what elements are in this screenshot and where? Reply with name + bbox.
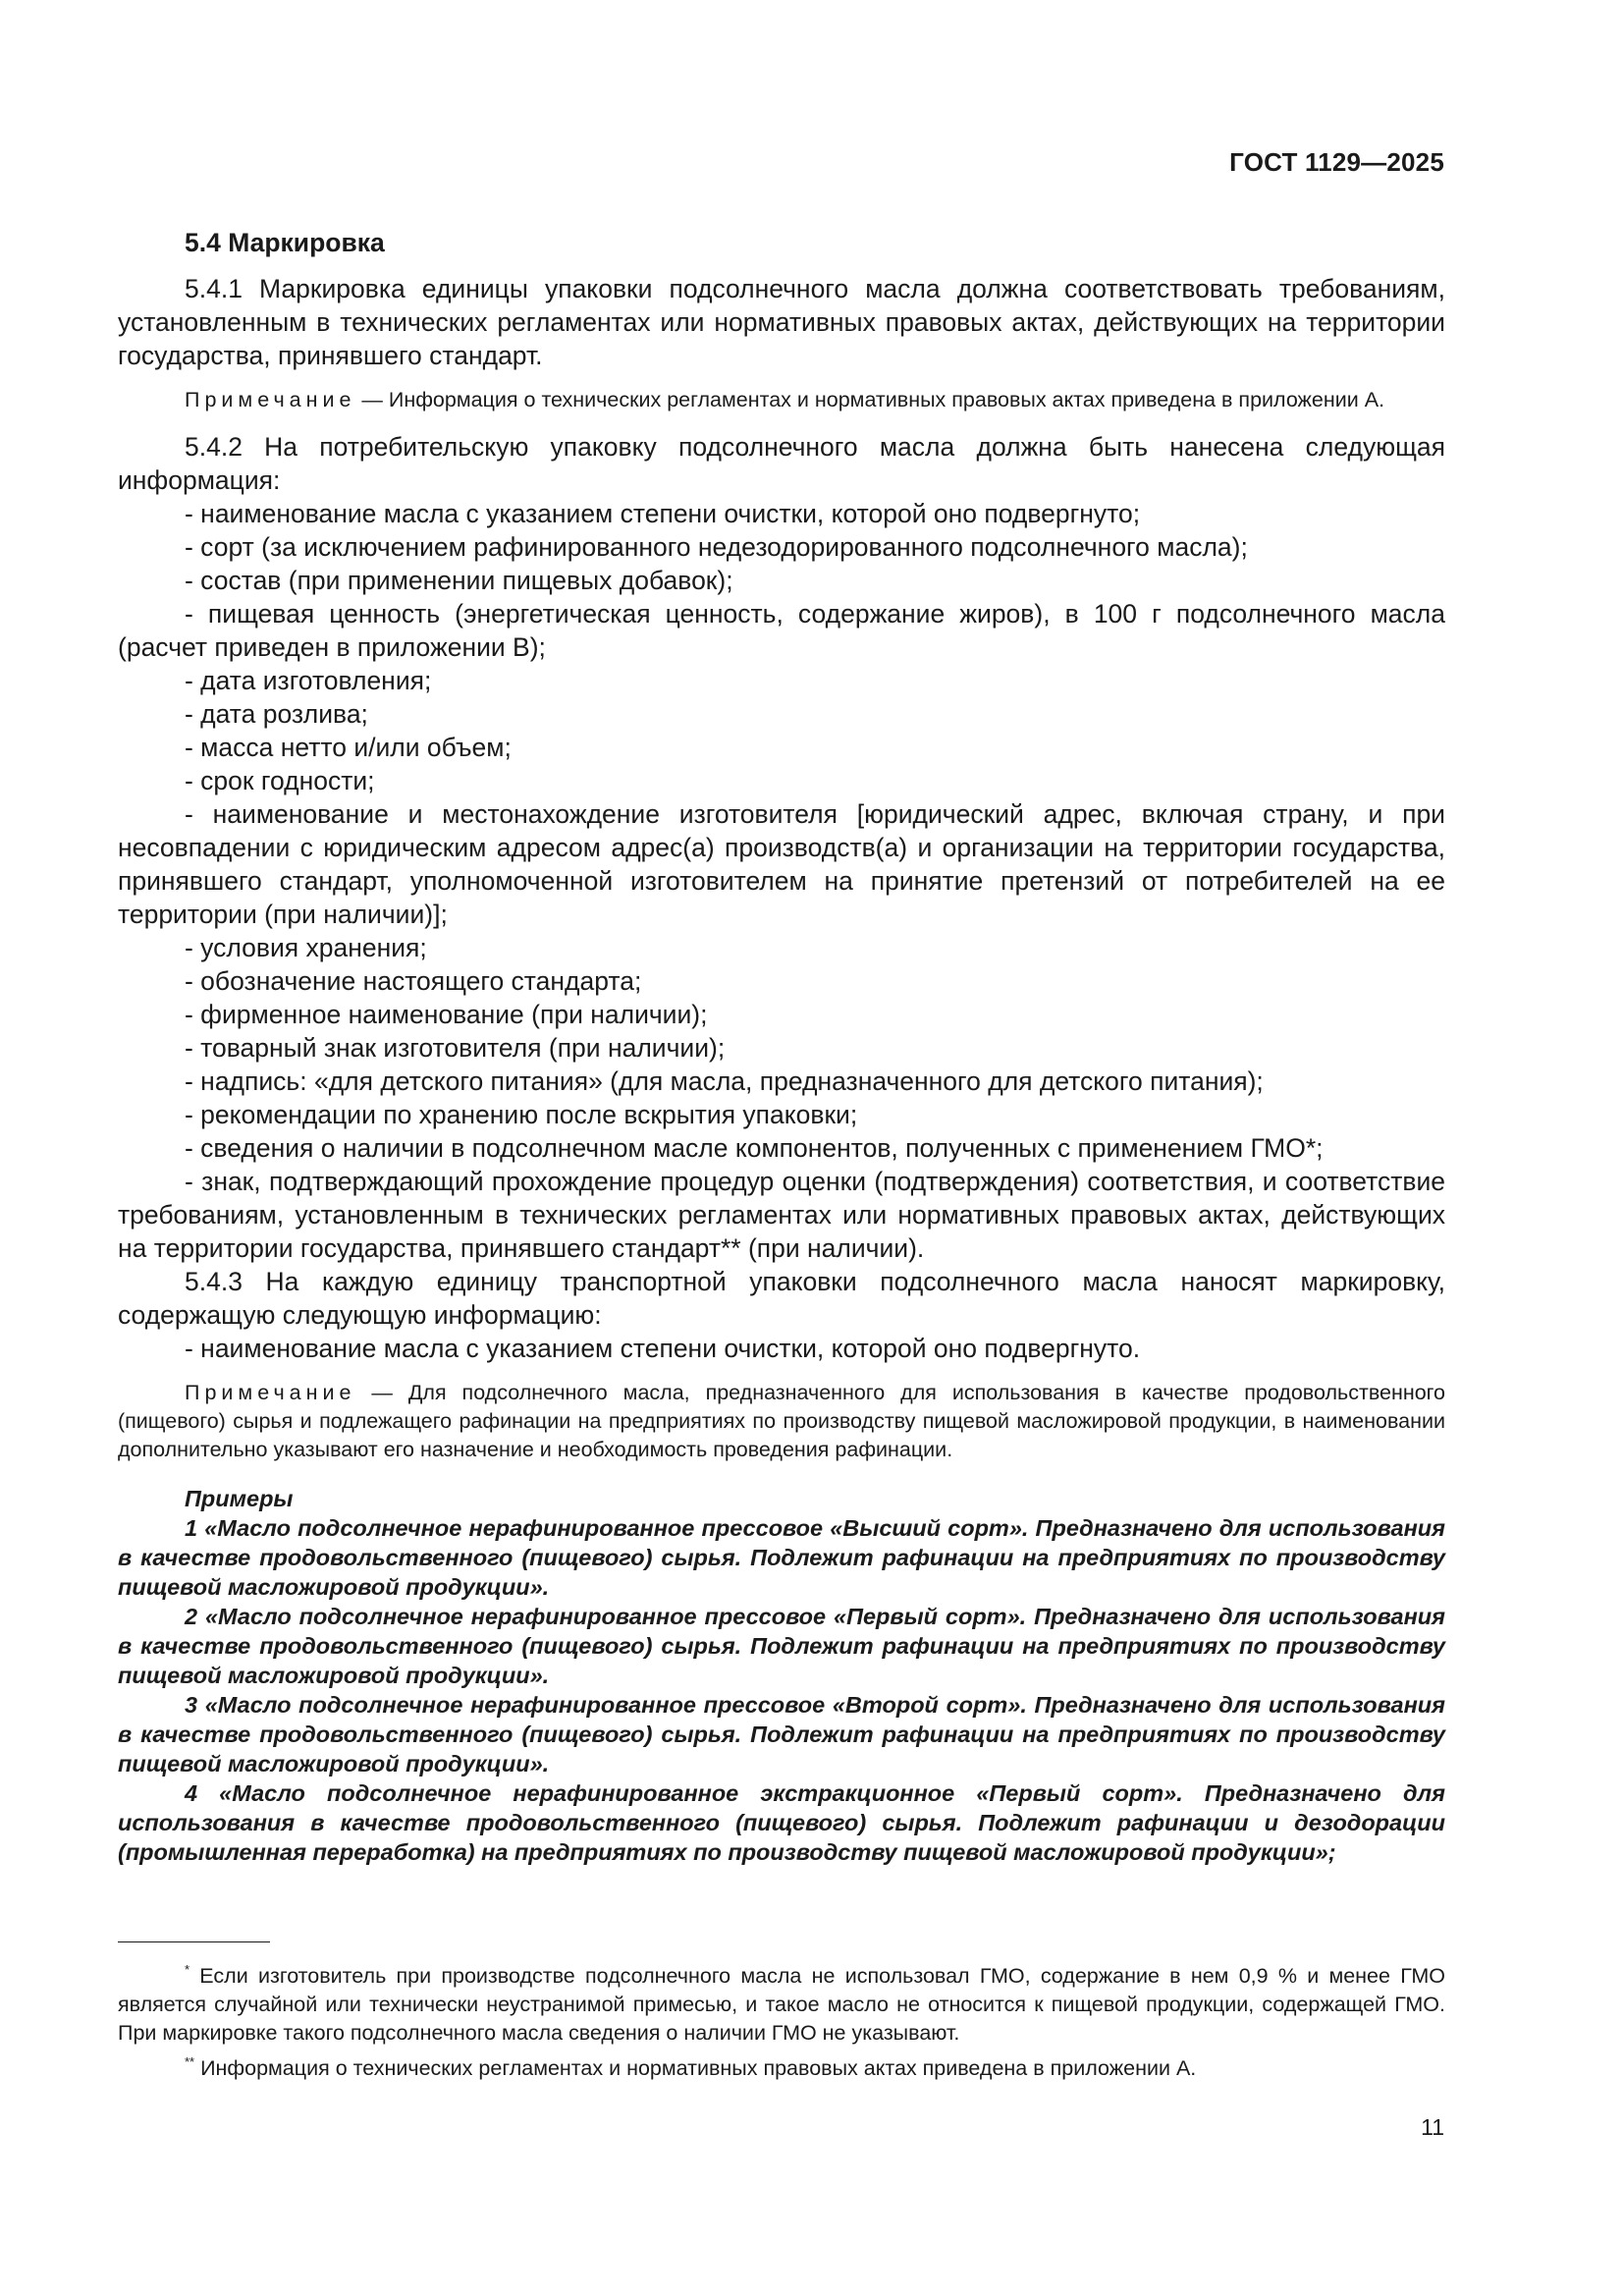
list-item: - наименование масла с указанием степени очистки, которой оно подвергнуто;: [185, 499, 1141, 528]
list-item: - состав (при применении пищевых добавок);: [185, 566, 733, 595]
list-item: - условия хранения;: [185, 933, 427, 962]
list-item: - сорт (за исключением рафинированного недезодорированного подсолнечного масла);: [185, 532, 1248, 562]
note-text: — Для подсолнечного масла, предназначенного для использования в качестве продовольственного (пищевого) сырья и подлежащего рафинации на предприятиях по производству пищевой масложировой продукции, в наименовании дополнительно указывают его назначение и необходимость проведения рафинации.: [118, 1381, 1445, 1461]
paragraph-5-4-1: 5.4.1 Маркировка единицы упаковки подсолнечного масла должна соответствовать требованиям, установленным в технических регламентах или нормативных правовых актах, действующих на территории государства, принявшего стандарт.: [118, 274, 1445, 370]
paragraph-5-4-3: 5.4.3 На каждую единицу транспортной упаковки подсолнечного масла наносят маркировку, содержащую следующую информацию:: [118, 1267, 1445, 1330]
note-label: Примечание: [185, 1381, 356, 1404]
note-2: [118, 1379, 1445, 1464]
list-item: - пищевая ценность (энергетическая ценность, содержание жиров), в 100 г подсолнечного масла (расчет приведен в приложении В);: [118, 599, 1445, 662]
list-item: - товарный знак изготовителя (при наличии);: [185, 1033, 726, 1063]
note-label: Примечание: [185, 388, 356, 411]
list-item: - обозначение настоящего стандарта;: [185, 966, 642, 996]
list-item: - дата розлива;: [185, 699, 368, 729]
footnote-text: Если изготовитель при производстве подсолнечного масла не использовал ГМО, содержание в нем 0,9 % и менее ГМО является случайной или технически неустранимой примесью, и такое масло не относится к пищевой продукции, содержащей ГМО. При маркировке такого подсолнечного масла сведения о наличии ГМО не указывают.: [118, 1964, 1445, 2045]
section-title: 5.4 Маркировка: [185, 228, 385, 257]
list-item: - наименование и местонахождение изготовителя [юридический адрес, включая страну, и при несовпадении с юридическим адресом адрес(а) производств(а) и организации на территории государства, принявшего стандарт, уполномоченной изготовителем на принятие претензий от потребителей на ее территории (при наличии)];: [118, 799, 1445, 929]
note-1: [118, 386, 1445, 414]
footnote-divider: [118, 1941, 270, 1942]
example-item: 1 «Масло подсолнечное нерафинированное прессовое «Высший сорт». Предназначено для использования в качестве продовольственного (пищевого) сырья. Подлежит рафинации на предприятиях по производству пищевой масложировой продукции».: [118, 1515, 1445, 1600]
examples-block: [118, 1484, 1445, 1867]
list-item: - масса нетто и/или объем;: [185, 733, 512, 762]
paragraph-5-4-2: 5.4.2 На потребительскую упаковку подсолнечного масла должна быть нанесена следующая информация:: [118, 432, 1445, 495]
document-header: ГОСТ 1129—2025: [1229, 147, 1444, 177]
footnote-mark: *: [185, 1962, 190, 1977]
list-item: - дата изготовления;: [185, 666, 432, 695]
list-item: - рекомендации по хранению после вскрытия упаковки;: [185, 1100, 858, 1129]
footnote-text: Информация о технических регламентах и нормативных правовых актах приведена в приложении А.: [194, 2056, 1197, 2080]
example-item: 2 «Масло подсолнечное нерафинированное прессовое «Первый сорт». Предназначено для использования в качестве продовольственного (пищевого) сырья. Подлежит рафинации на предприятиях по производству пищевой масложировой продукции».: [118, 1604, 1445, 1688]
list-item: - фирменное наименование (при наличии);: [185, 1000, 708, 1029]
list-item: - сведения о наличии в подсолнечном масле компонентов, полученных с применением ГМО*;: [185, 1133, 1324, 1163]
list-item: - наименование масла с указанием степени очистки, которой оно подвергнуто.: [185, 1334, 1141, 1363]
examples-title: Примеры: [185, 1486, 294, 1511]
example-item: 3 «Масло подсолнечное нерафинированное прессовое «Второй сорт». Предназначено для использования в качестве продовольственного (пищевого) сырья. Подлежит рафинации на предприятиях по производству пищевой масложировой продукции».: [118, 1692, 1445, 1777]
list-item: - срок годности;: [185, 766, 375, 795]
footnote-item: [118, 2048, 1445, 2083]
page-number: 11: [1421, 2114, 1444, 2140]
example-item: 4 «Масло подсолнечное нерафинированное экстракционное «Первый сорт». Предназначено для использования в качестве продовольственного (пищевого) сырья. Подлежит рафинации и дезодорации (промышленная переработка) на предприятиях по производству пищевой масложировой продукции»;: [118, 1780, 1445, 1865]
footnote-mark: **: [185, 2054, 195, 2069]
note-text: — Информация о технических регламентах и нормативных правовых актах приведена в приложении А.: [355, 388, 1385, 411]
consumer-package-list: [118, 497, 1445, 1265]
footnote-item: [118, 1955, 1445, 2048]
main-content: [118, 226, 1445, 1867]
list-item: - надпись: «для детского питания» (для масла, предназначенного для детского питания);: [185, 1066, 1264, 1096]
list-item: - знак, подтверждающий прохождение процедур оценки (подтверждения) соответствия, и соответствие требованиям, установленным в технических регламентах или нормативных правовых актах, действующих на территории государства, принявшего стандарт** (при наличии).: [118, 1167, 1445, 1263]
footnotes: [118, 1955, 1445, 2083]
